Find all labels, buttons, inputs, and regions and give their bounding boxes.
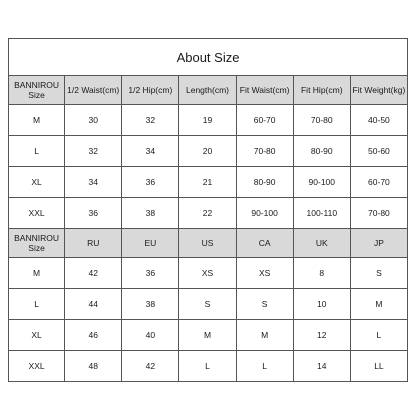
brand-name: BANNIROU: [14, 80, 59, 90]
measurement-header-row: [9, 76, 408, 105]
table-cell: M: [9, 105, 65, 136]
column-header: EU: [122, 229, 179, 258]
table-cell: 38: [122, 289, 179, 320]
table-cell: 48: [65, 351, 122, 382]
size-table: [8, 38, 408, 382]
column-header: UK: [293, 229, 350, 258]
table-cell: L: [179, 351, 236, 382]
column-header: JP: [350, 229, 407, 258]
column-header: RU: [65, 229, 122, 258]
brand-size-header: [9, 76, 65, 105]
table-cell: 90-100: [236, 198, 293, 229]
table-cell: S: [350, 258, 407, 289]
table-cell: 30: [65, 105, 122, 136]
table-cell: 32: [65, 136, 122, 167]
table-row: [9, 136, 408, 167]
table-cell: 100-110: [293, 198, 350, 229]
table-cell: 90-100: [293, 167, 350, 198]
table-cell: 36: [122, 258, 179, 289]
table-cell: 50-60: [350, 136, 407, 167]
brand-name: BANNIROU: [14, 233, 59, 243]
table-cell: 60-70: [236, 105, 293, 136]
table-cell: 44: [65, 289, 122, 320]
table-cell: L: [236, 351, 293, 382]
column-header: US: [179, 229, 236, 258]
column-header: 1/2 Hip(cm): [122, 76, 179, 105]
table-cell: XS: [236, 258, 293, 289]
column-header: Fit Weight(kg): [350, 76, 407, 105]
brand-size-label: Size: [28, 90, 45, 100]
column-header: Fit Waist(cm): [236, 76, 293, 105]
table-cell: 38: [122, 198, 179, 229]
table-cell: 42: [65, 258, 122, 289]
table-row: [9, 258, 408, 289]
table-cell: 40: [122, 320, 179, 351]
column-header: Fit Hip(cm): [293, 76, 350, 105]
table-cell: M: [9, 258, 65, 289]
table-row: [9, 320, 408, 351]
table-cell: XXL: [9, 351, 65, 382]
table-cell: 34: [122, 136, 179, 167]
table-row: [9, 167, 408, 198]
brand-size-header: [9, 229, 65, 258]
table-cell: 36: [122, 167, 179, 198]
table-cell: 80-90: [293, 136, 350, 167]
table-cell: L: [350, 320, 407, 351]
table-cell: M: [179, 320, 236, 351]
table-cell: 36: [65, 198, 122, 229]
table-cell: 46: [65, 320, 122, 351]
table-row: [9, 351, 408, 382]
table-cell: L: [9, 289, 65, 320]
table-cell: 60-70: [350, 167, 407, 198]
table-cell: M: [350, 289, 407, 320]
table-cell: LL: [350, 351, 407, 382]
table-cell: 70-80: [236, 136, 293, 167]
table-cell: S: [179, 289, 236, 320]
column-header: Length(cm): [179, 76, 236, 105]
table-cell: 70-80: [350, 198, 407, 229]
table-cell: 20: [179, 136, 236, 167]
table-row: [9, 105, 408, 136]
conversion-header-row: [9, 229, 408, 258]
table-cell: 10: [293, 289, 350, 320]
table-cell: XS: [179, 258, 236, 289]
table-cell: 19: [179, 105, 236, 136]
brand-size-label: Size: [28, 243, 45, 253]
table-cell: 32: [122, 105, 179, 136]
table-cell: 80-90: [236, 167, 293, 198]
table-cell: XL: [9, 320, 65, 351]
table-cell: 8: [293, 258, 350, 289]
table-row: [9, 198, 408, 229]
table-cell: 42: [122, 351, 179, 382]
size-chart: [8, 38, 408, 382]
column-header: 1/2 Waist(cm): [65, 76, 122, 105]
table-cell: M: [236, 320, 293, 351]
table-cell: S: [236, 289, 293, 320]
table-cell: 40-50: [350, 105, 407, 136]
table-cell: XXL: [9, 198, 65, 229]
table-cell: 22: [179, 198, 236, 229]
table-cell: 34: [65, 167, 122, 198]
column-header: CA: [236, 229, 293, 258]
table-cell: XL: [9, 167, 65, 198]
table-cell: 70-80: [293, 105, 350, 136]
table-cell: 12: [293, 320, 350, 351]
table-cell: 21: [179, 167, 236, 198]
chart-title: About Size: [9, 39, 408, 76]
table-cell: 14: [293, 351, 350, 382]
table-row: [9, 289, 408, 320]
table-cell: L: [9, 136, 65, 167]
